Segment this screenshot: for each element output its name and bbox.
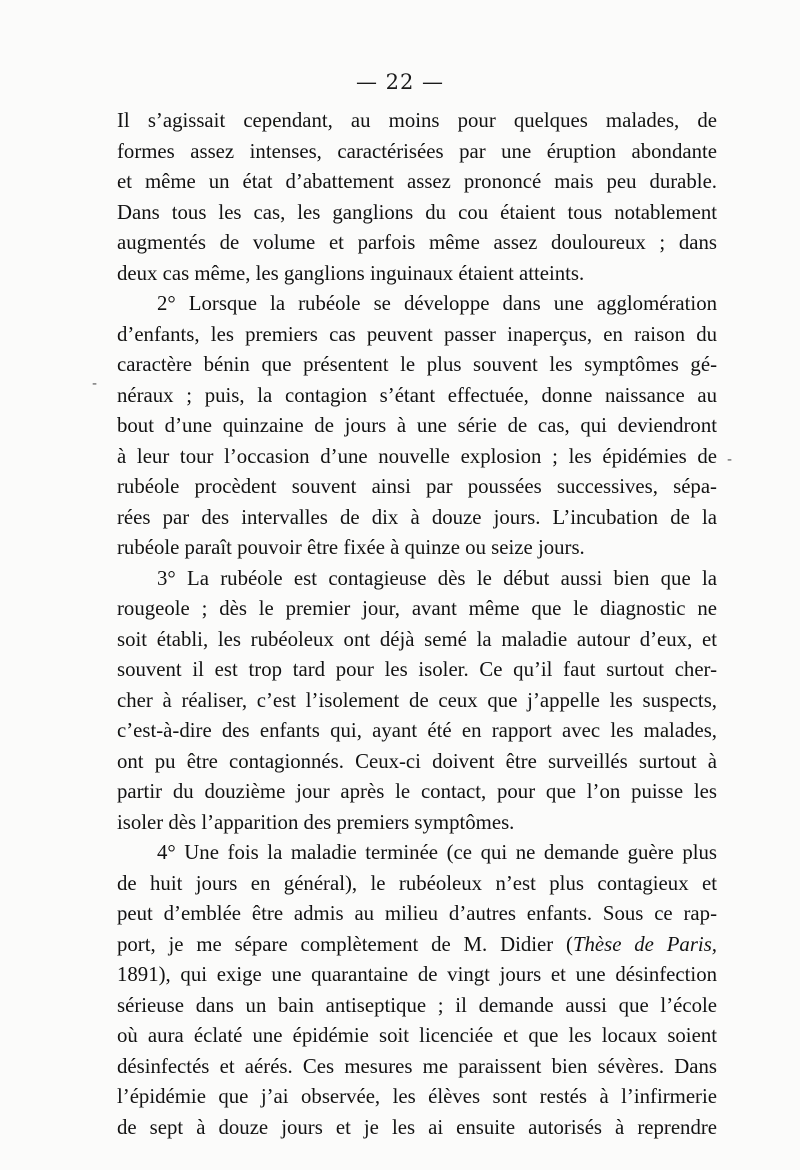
- cited-title: Thèse de Paris,: [572, 932, 717, 956]
- text-line: 3° La rubéole est contagieuse dès le début aussi bien que la: [157, 566, 717, 590]
- text-line: formes assez intenses, caractérisées par une éruption abondante: [117, 139, 717, 163]
- text-line: caractère bénin que présentent le plus souvent les symptômes gé-: [117, 353, 717, 376]
- text-line: d’enfants, les premiers cas peuvent passer inaperçus, en raison du: [117, 322, 717, 346]
- text-line: peut d’emblée être admis au milieu d’autres enfants. Sous ce rap-: [117, 902, 717, 925]
- text-line: sérieuse dans un bain antiseptique ; il demande aussi que l’école: [117, 993, 717, 1017]
- margin-mark: -: [92, 376, 98, 392]
- text-line: 4° Une fois la maladie terminée (ce qui ne demande guère plus: [157, 841, 717, 864]
- text-line: Dans tous les cas, les ganglions du cou étaient tous notablement: [117, 200, 717, 224]
- text-line: cher à réaliser, c’est l’isolement de ceux que j’appelle les suspects,: [117, 688, 717, 712]
- text-line: c’est-à-dire des enfants qui, ayant été en rapport avec les malades,: [117, 719, 717, 742]
- text-line: où aura éclaté une épidémie soit licenciée et que les locaux soient: [117, 1024, 717, 1047]
- text-line: rougeole ; dès le premier jour, avant même que le diagnostic ne: [117, 597, 717, 620]
- text-line: ont pu être contagionnés. Ceux-ci doivent être surveillés surtout à: [117, 749, 717, 773]
- text-line: à leur tour l’occasion d’une nouvelle explosion ; les épidémies de: [117, 444, 717, 468]
- margin-mark: -: [727, 452, 733, 468]
- text-line: souvent il est trop tard pour les isoler. Ce qu’il faut surtout cher-: [117, 658, 717, 681]
- text-line: rubéole procèdent souvent ainsi par poussées successives, sépa-: [117, 475, 717, 498]
- text-line: deux cas même, les ganglions inguinaux étaient atteints.: [117, 261, 585, 285]
- text-line: 1891), qui exige une quarantaine de vingt jours et une désinfection: [117, 963, 717, 986]
- text-line: l’épidémie que j’ai observée, les élèves sont restés à l’infirmerie: [117, 1085, 717, 1108]
- text-line: port, je me sépare complètement de M. Didier (Thèse de Paris,: [117, 932, 717, 956]
- text-line: isoler dès l’apparition des premiers symptômes.: [117, 810, 515, 834]
- text-line: de sept à douze jours et je les ai ensuite autorisés à reprendre: [117, 1115, 717, 1139]
- text-line: augmentés de volume et parfois même assez douloureux ; dans: [117, 231, 717, 254]
- text-line: néraux ; puis, la contagion s’étant effectuée, donne naissance au: [117, 383, 717, 407]
- text-line: 2° Lorsque la rubéole se développe dans une agglomération: [157, 292, 717, 315]
- text-line: Il s’agissait cependant, au moins pour quelques malades, de: [117, 109, 717, 132]
- text-line: et même un état d’abattement assez prononcé mais peu durable.: [117, 170, 717, 193]
- page-number: — 22 —: [355, 70, 445, 94]
- text-line: soit établi, les rubéoleux ont déjà semé la maladie autour d’eux, et: [117, 627, 717, 651]
- text-line: désinfectés et aérés. Ces mesures me paraissent bien sévères. Dans: [117, 1054, 717, 1078]
- body-text: [117, 106, 717, 1143]
- text-line: partir du douzième jour après le contact, pour que l’on puisse les: [117, 780, 717, 803]
- text-line: rubéole paraît pouvoir être fixée à quinze ou seize jours.: [117, 536, 585, 559]
- text-line: bout d’une quinzaine de jours à une série de cas, qui deviendront: [117, 414, 717, 437]
- text-line: rées par des intervalles de dix à douze jours. L’incubation de la: [117, 505, 717, 529]
- text-line: de huit jours en général), le rubéoleux n’est plus contagieux et: [117, 871, 717, 895]
